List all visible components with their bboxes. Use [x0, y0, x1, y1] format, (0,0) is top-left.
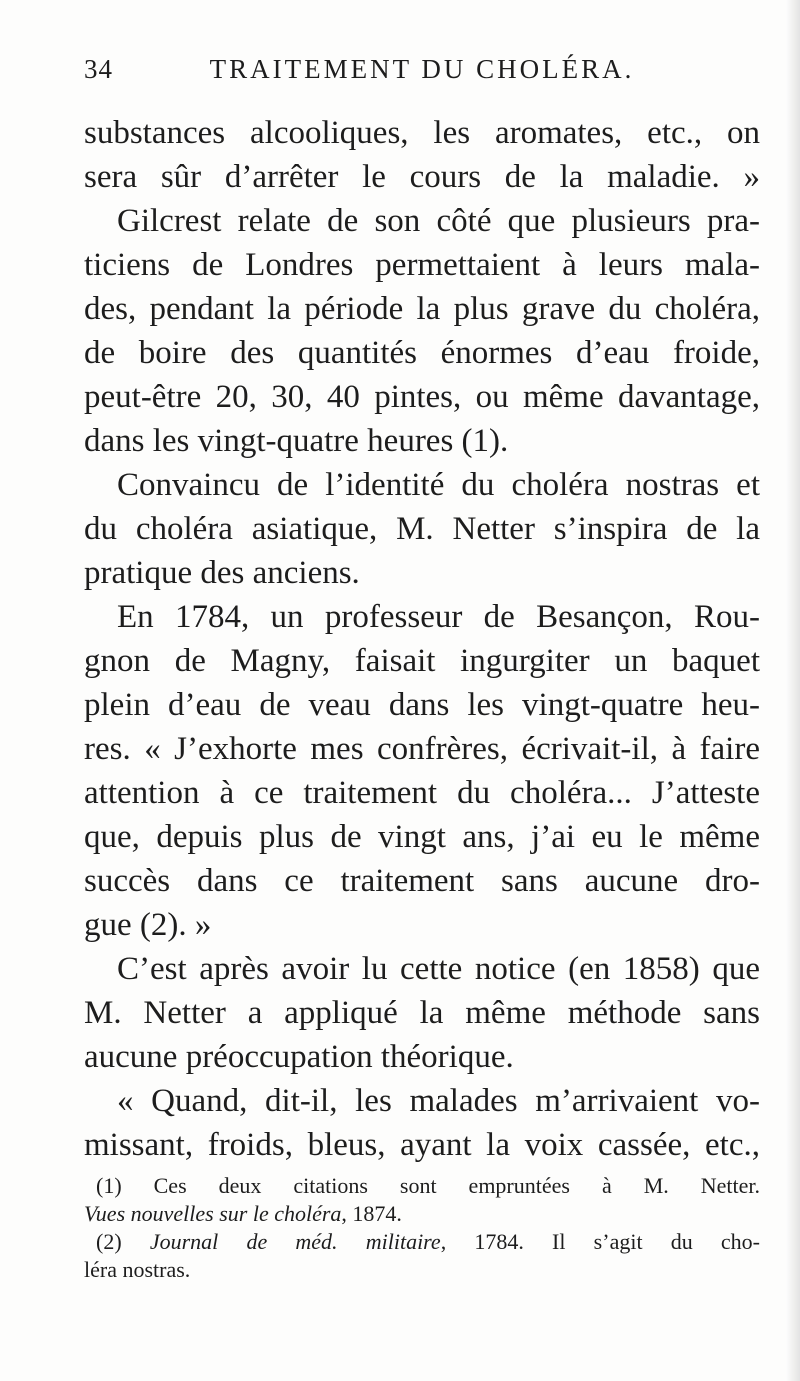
text-line: gnon de Magny, faisait ingurgiter un baquet	[84, 643, 760, 679]
footnote-2-label: (2)	[96, 1229, 150, 1254]
footnote-1-source	[84, 1200, 760, 1228]
page-number: 34	[84, 54, 113, 84]
text-line: des, pendant la période la plus grave du choléra,	[84, 291, 760, 327]
footnote-2-title: Journal de méd. militaire	[149, 1229, 441, 1254]
text-line: ticiens de Londres permettaient à leurs mala-	[84, 247, 760, 283]
footnotes	[84, 1172, 760, 1284]
text-line: attention à ce traitement du choléra... J’atteste	[84, 775, 760, 811]
footnote-1-year: , 1874.	[341, 1201, 402, 1226]
footnote-2-rest: , 1784. Il s’agit du cho-	[440, 1229, 761, 1254]
footnote-1-line: (1) Ces deux citations sont empruntées à M. Netter.	[96, 1173, 760, 1198]
text-line: Convaincu de l’identité du choléra nostras et	[117, 467, 760, 503]
running-header	[84, 54, 760, 94]
text-line: du choléra asiatique, M. Netter s’inspira de la	[84, 511, 760, 547]
text-line: « Quand, dit-il, les malades m’arrivaient vo-	[117, 1083, 760, 1119]
text-line: Gilcrest relate de son côté que plusieurs pra-	[117, 203, 760, 239]
footnote-2-line	[84, 1228, 760, 1256]
text-line: que, depuis plus de vingt ans, j’ai eu le même	[84, 819, 760, 855]
text-line: plein d’eau de veau dans les vingt-quatre heu-	[84, 687, 760, 723]
text-line: missant, froids, bleus, ayant la voix cassée, etc.,	[84, 1127, 760, 1163]
text-line: res. « J’exhorte mes confrères, écrivait-il, à faire	[84, 731, 760, 767]
text-line: gue (2). »	[84, 907, 212, 943]
body-text	[84, 111, 760, 1167]
text-line: pratique des anciens.	[84, 555, 360, 591]
text-line: sera sûr d’arrêter le cours de la maladie. »	[84, 159, 760, 195]
footnote-2-continuation: léra nostras.	[84, 1257, 191, 1282]
text-line: dans les vingt-quatre heures (1).	[84, 423, 509, 459]
page-edge-shadow	[786, 0, 800, 1381]
text-line: peut-être 20, 30, 40 pintes, ou même davantage,	[84, 379, 760, 415]
footnote-1-title: Vues nouvelles sur le choléra	[84, 1201, 342, 1226]
text-line: C’est après avoir lu cette notice (en 1858) que	[117, 951, 760, 987]
text-line: En 1784, un professeur de Besançon, Rou-	[117, 599, 760, 635]
text-line: succès dans ce traitement sans aucune dro-	[84, 863, 760, 899]
text-line: M. Netter a appliqué la même méthode sans	[84, 995, 760, 1031]
running-title: TRAITEMENT DU CHOLÉRA.	[209, 54, 635, 84]
text-line: aucune préoccupation théorique.	[84, 1039, 514, 1075]
text-line: de boire des quantités énormes d’eau froide,	[84, 335, 760, 371]
text-line: substances alcooliques, les aromates, etc., on	[84, 115, 760, 151]
